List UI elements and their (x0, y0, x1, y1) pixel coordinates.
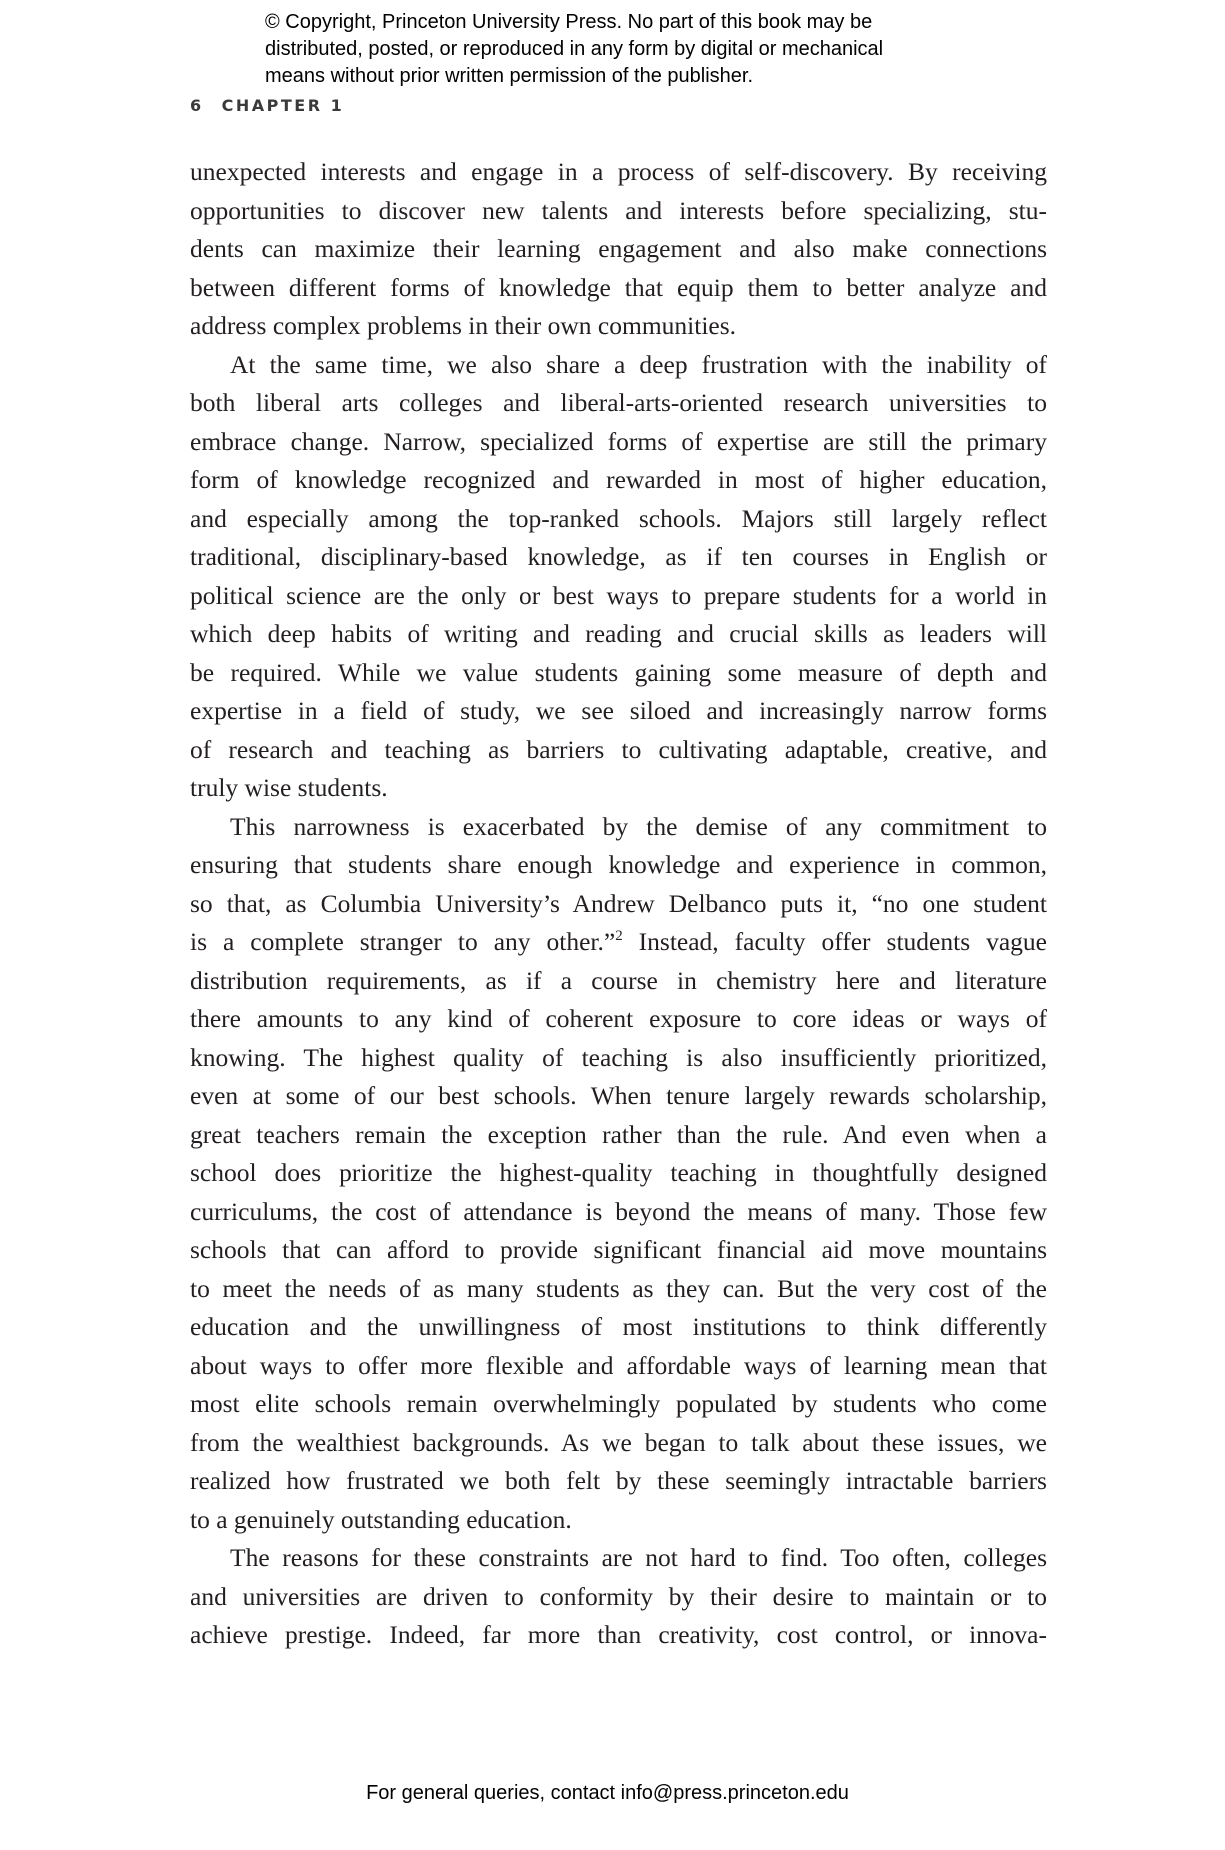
text-line: achieve prestige. Indeed, far more than creativity, cost control, or innova- (190, 1620, 1047, 1649)
text-line: The reasons for these constraints are not hard to find. Too often, colleges (230, 1543, 1047, 1572)
text-line: form of knowledge recognized and rewarded in most of higher education, (190, 465, 1047, 494)
text-line: education and the unwillingness of most institutions to think differently (190, 1312, 1047, 1341)
text-line: realized how frustrated we both felt by these seemingly intractable barriers (190, 1466, 1047, 1495)
paragraph (190, 1539, 1047, 1655)
text-line: from the wealthiest backgrounds. As we began to talk about these issues, we (190, 1427, 1047, 1457)
text-line: school does prioritize the highest-quality teaching in thoughtfully designed (190, 1158, 1047, 1187)
text-line: to meet the needs of as many students as they can. But the very cost of the (190, 1273, 1047, 1303)
text-line: truly wise students. (190, 773, 388, 802)
body-text (190, 153, 1047, 1655)
text-line: At the same time, we also share a deep frustration with the inability of (230, 349, 1047, 379)
chapter-label: CHAPTER 1 (221, 96, 345, 115)
text-line: between different forms of knowledge that equip them to better analyze and (190, 272, 1047, 302)
text-line: about ways to offer more flexible and affordable ways of learning mean that (190, 1350, 1047, 1380)
text-line: both liberal arts colleges and liberal-arts-oriented research universities to (190, 388, 1047, 417)
text-line: curriculums, the cost of attendance is beyond the means of many. Those few (190, 1196, 1047, 1226)
text-line: embrace change. Narrow, specialized forms of expertise are still the primary (190, 426, 1047, 456)
text-line (190, 923, 1047, 962)
text-line: most elite schools remain overwhelmingly populated by students who come (190, 1389, 1047, 1418)
text-line: opportunities to discover new talents and interests before specializing, stu- (190, 195, 1047, 225)
copyright-notice (265, 9, 1025, 90)
text-line: of research and teaching as barriers to cultivating adaptable, creative, and (190, 734, 1047, 764)
text-line: be required. While we value students gaining some measure of depth and (190, 657, 1047, 687)
copyright-line: distributed, posted, or reproduced in any form by digital or mechanical (265, 38, 884, 60)
text-line: even at some of our best schools. When tenure largely rewards scholarship, (190, 1081, 1047, 1110)
text-segment: Instead, faculty offer students vague (622, 927, 1047, 956)
copyright-line: © Copyright, Princeton University Press. No part of this book may be (265, 11, 873, 33)
text-line: knowing. The highest quality of teaching is also insufficiently prioritized, (190, 1042, 1047, 1072)
text-line: schools that can afford to provide significant financial aid move mountains (190, 1235, 1047, 1264)
text-line: ensuring that students share enough knowledge and experience in common, (190, 850, 1047, 879)
paragraph (190, 808, 1047, 1540)
text-line: address complex problems in their own communities. (190, 311, 737, 340)
text-line: there amounts to any kind of coherent exposure to core ideas or ways of (190, 1004, 1047, 1033)
text-line: distribution requirements, as if a course in chemistry here and literature (190, 965, 1047, 995)
footer-contact: For general queries, contact info@press.princeton.edu (366, 1782, 849, 1804)
page-number: 6 (190, 96, 204, 115)
text-line: which deep habits of writing and reading and crucial skills as leaders will (190, 619, 1047, 648)
text-line: dents can maximize their learning engagement and also make connections (190, 234, 1047, 263)
paragraph (190, 346, 1047, 808)
footnote-ref[interactable]: 2 (615, 928, 623, 944)
text-line: unexpected interests and engage in a process of self-discovery. By receiving (190, 157, 1047, 186)
text-line: great teachers remain the exception rather than the rule. And even when a (190, 1119, 1047, 1149)
text-line: This narrowness is exacerbated by the demise of any commitment to (230, 811, 1047, 841)
text-line: so that, as Columbia University’s Andrew Delbanco puts it, “no one student (190, 888, 1047, 918)
copyright-line: means without prior written permission of the publisher. (265, 65, 754, 87)
text-line: traditional, disciplinary-based knowledge, as if ten courses in English or (190, 542, 1047, 571)
paragraph (190, 153, 1047, 346)
text-line: and especially among the top-ranked schools. Majors still largely reflect (190, 503, 1047, 533)
text-line: political science are the only or best ways to prepare students for a world in (190, 580, 1047, 610)
text-line: expertise in a field of study, we see siloed and increasingly narrow forms (190, 696, 1047, 725)
running-head (190, 96, 344, 115)
text-line: to a genuinely outstanding education. (190, 1504, 572, 1534)
text-segment: is a complete stranger to any other.” (190, 927, 616, 956)
text-line: and universities are driven to conformity by their desire to maintain or to (190, 1581, 1047, 1611)
